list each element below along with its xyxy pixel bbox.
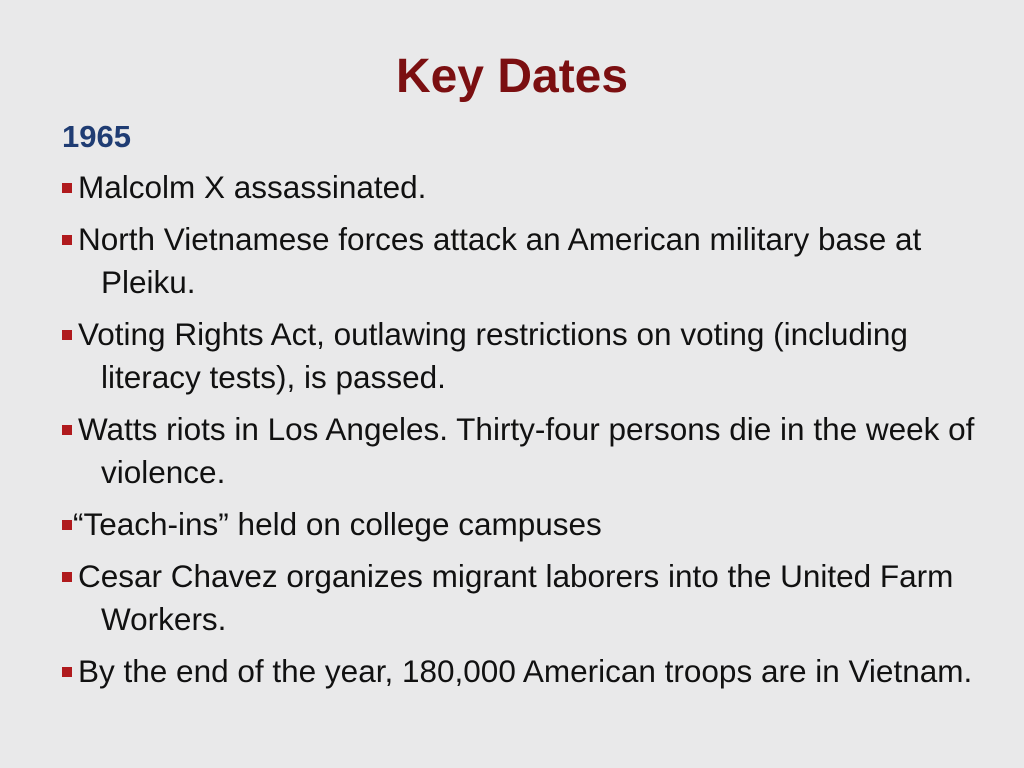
slide-title: Key Dates [395, 50, 629, 103]
bullet-item-teach-ins [60, 503, 990, 546]
square-bullet-icon [62, 520, 72, 530]
bullet-text: North Vietnamese forces attack an American military base at Pleiku. [78, 221, 922, 300]
square-bullet-icon [62, 425, 72, 435]
bullet-text: Watts riots in Los Angeles. Thirty-four persons die in the week of violence. [78, 411, 975, 490]
bullet-item-voting-rights-act [60, 313, 990, 399]
bullet-list [60, 166, 990, 702]
bullet-text: Malcolm X assassinated. [78, 169, 427, 205]
square-bullet-icon [62, 235, 72, 245]
square-bullet-icon [62, 667, 72, 677]
bullet-item-troops [60, 650, 990, 693]
bullet-text: Voting Rights Act, outlawing restrictions on voting (including literacy tests), is passed. [78, 316, 908, 395]
square-bullet-icon [62, 572, 72, 582]
bullet-item-cesar-chavez [60, 555, 990, 641]
bullet-item-pleiku [60, 218, 990, 304]
square-bullet-icon [62, 183, 72, 193]
square-bullet-icon [62, 330, 72, 340]
bullet-item-watts-riots [60, 408, 990, 494]
bullet-item-malcolm-x [60, 166, 990, 209]
year-heading: 1965 [62, 119, 131, 154]
bullet-text: By the end of the year, 180,000 American troops are in Vietnam. [78, 653, 973, 689]
bullet-text: Cesar Chavez organizes migrant laborers into the United Farm Workers. [78, 558, 954, 637]
bullet-text: “Teach-ins” held on college campuses [73, 506, 602, 542]
